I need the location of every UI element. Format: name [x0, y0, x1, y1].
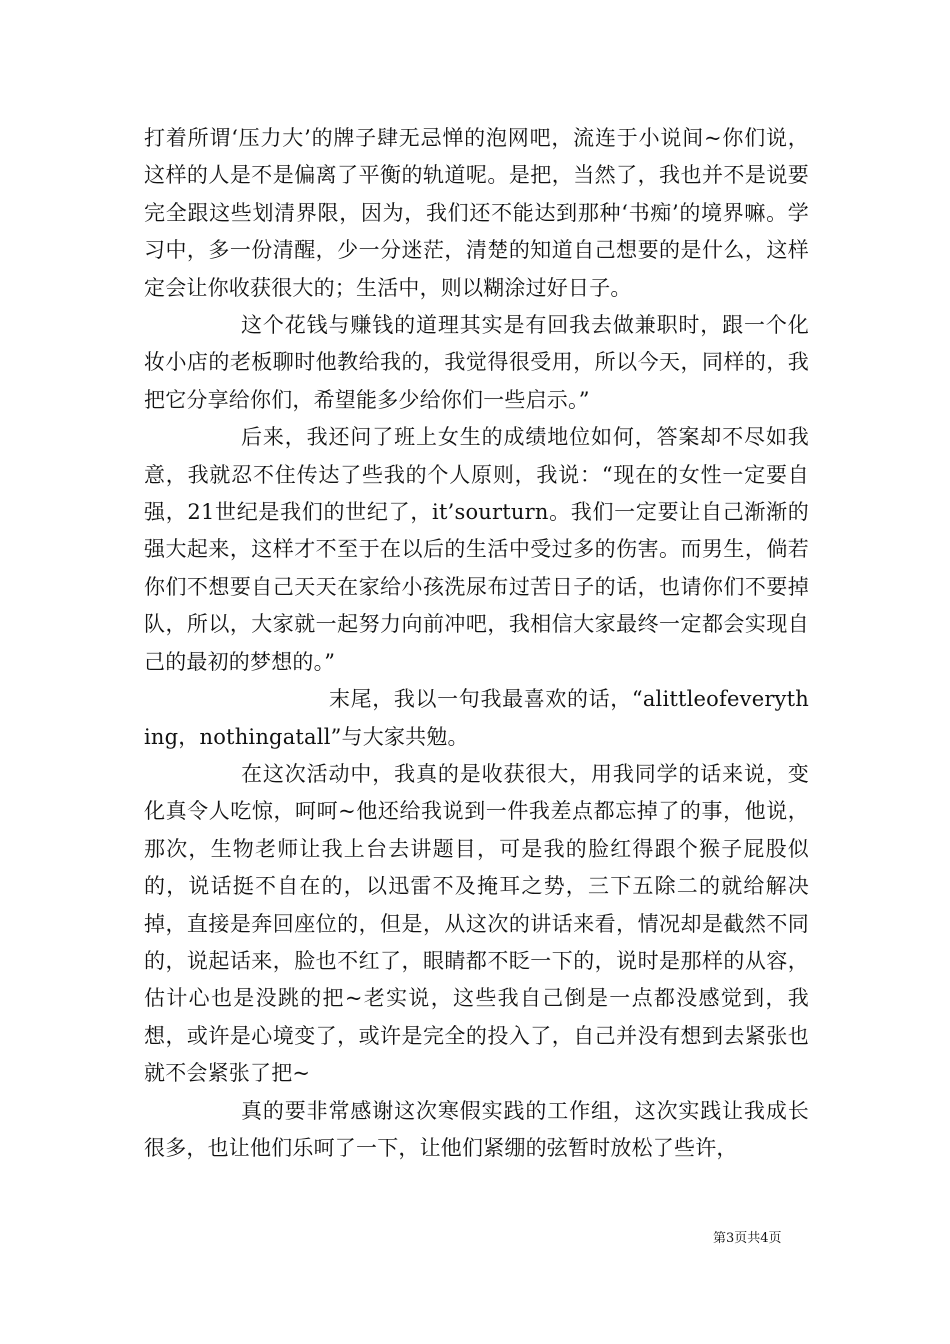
paragraph-5: 在这次活动中，我真的是收获很大，用我同学的话来说，变化真令人吃惊，呵呵~他还给我说到一件我差点都忘掉了的事，他说，那次，生物老师让我上台去讲题目，可是我的脸红得跟个猴子屁股似的，说话挺不自在的，以迅雷不及掩耳之势，三下五除二的就给解决掉，直接是奔回座位的，但是，从这次的讲话来看，情况却是截然不同的，说起话来，脸也不红了，眼睛都不眨一下的，说时是那样的从容，估计心也是没跳的把~老实说，这些我自己倒是一点都没感觉到，我想，或许是心境变了，或许是完全的投入了，自己并没有想到去紧张也就不会紧张了把~ — [144, 761, 809, 1086]
body-text — [144, 120, 809, 1167]
paragraph-1: 打着所谓‘压力大’的牌子肆无忌惮的泡网吧，流连于小说间~你们说，这样的人是不是偏离了平衡的轨道呢。是把，当然了，我也并不是说要完全跟这些划清界限，因为，我们还不能达到那种‘书痴’的境界嘛。学习中，多一份清醒，少一分迷茫，清楚的知道自己想要的是什么，这样定会让你收获很大的；生活中，则以糊涂过好日子。 — [144, 126, 809, 300]
paragraph-6: 真的要非常感谢这次寒假实践的工作组，这次实践让我成长很多，也让他们乐呵了一下，让他们紧绷的弦暂时放松了些许， — [144, 1098, 809, 1160]
paragraph-4: 末尾，我以一句我最喜欢的话，“alittleofeverything，nothingatall”与大家共勉。 — [144, 687, 809, 749]
paragraph-3: 后来，我还问了班上女生的成绩地位如何，答案却不尽如我意，我就忍不住传达了些我的个人原则，我说：“现在的女性一定要自强，21世纪是我们的世纪了，it’sourturn。我们一定要让自己渐渐的强大起来，这样才不至于在以后的生活中受过多的伤害。而男生，倘若你们不想要自己天天在家给小孩洗尿布过苦日子的话，也请你们不要掉队，所以，大家就一起努力向前冲吧，我相信大家最终一定都会实现自己的最初的梦想的。” — [144, 425, 809, 674]
paragraph-2: 这个花钱与赚钱的道理其实是有回我去做兼职时，跟一个化妆小店的老板聊时他教给我的，我觉得很受用，所以今天，同样的，我把它分享给你们，希望能多少给你们一些启示。” — [144, 313, 809, 412]
page-number-footer: 第3页共4页 — [713, 1231, 782, 1246]
